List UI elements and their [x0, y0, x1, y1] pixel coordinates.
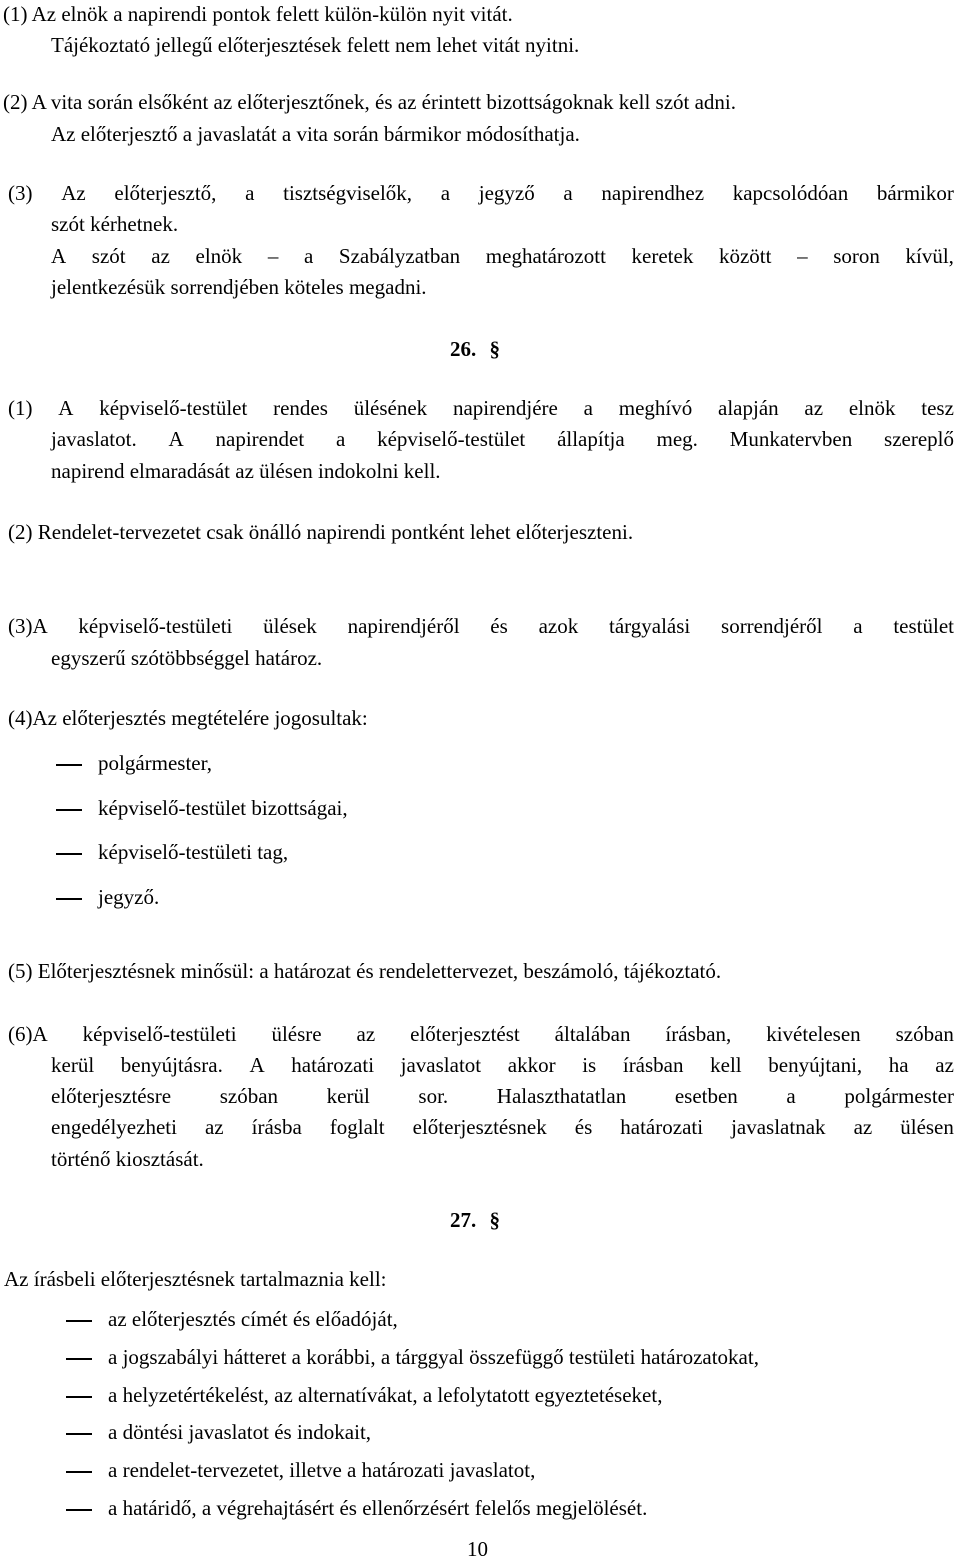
list-dash: [66, 1358, 92, 1360]
word: javaslatot: [400, 1053, 482, 1077]
word: a: [303, 244, 314, 268]
section-27-heading: [450, 1210, 500, 1231]
word: meg.: [656, 427, 698, 451]
word: az: [356, 1022, 376, 1046]
word: napirendet: [215, 427, 305, 451]
word: akkor: [507, 1053, 556, 1077]
p26-3-line1: [8, 616, 954, 637]
word: határozati: [620, 1115, 704, 1139]
word: A: [168, 427, 184, 451]
word: előterjesztést: [410, 1022, 520, 1046]
p3-line2: szót kérhetnek.: [51, 212, 179, 236]
word: képviselő-testületi: [78, 614, 233, 638]
list-item: jegyző.: [98, 885, 160, 909]
word: képviselő-testület: [99, 396, 248, 420]
word: foglalt: [329, 1115, 385, 1139]
word: a: [335, 427, 346, 451]
word: meghatározott: [485, 244, 606, 268]
word: –: [797, 244, 808, 268]
word: ülésének: [353, 396, 428, 420]
list-item: képviselő-testület bizottságai,: [98, 796, 348, 820]
word: sorrendjéről: [721, 614, 823, 638]
word: kerül: [326, 1084, 370, 1108]
word: a: [853, 614, 863, 638]
word: szót: [91, 244, 126, 268]
word: előterjesztő,: [114, 181, 217, 205]
list-item: polgármester,: [98, 751, 213, 775]
word: tisztségviselők,: [283, 181, 413, 205]
section-27-sign: §: [489, 1208, 500, 1232]
word: rendes: [273, 396, 328, 420]
list-item: a rendelet-tervezetet, illetve a határozati javaslatot,: [108, 1458, 536, 1482]
word: A: [51, 244, 67, 268]
word: Szabályzatban: [338, 244, 461, 268]
word: javaslatot.: [51, 427, 137, 451]
word: alapján: [718, 396, 779, 420]
page-number: 10: [467, 1537, 488, 1561]
p3-line4: jelentkezésük sorrendjében köteles megadni.: [51, 275, 427, 299]
list-dash: [56, 853, 82, 855]
list-dash: [56, 809, 82, 811]
p27-intro: Az írásbeli előterjesztésnek tartalmaznia kell:: [4, 1267, 387, 1291]
word: kapcsolódóan: [732, 181, 849, 205]
p1-line1: (1) Az elnök a napirendi pontok felett külön-külön nyit vitát.: [3, 2, 513, 26]
word: engedélyezheti: [51, 1115, 177, 1139]
word: napirendjéről: [347, 614, 460, 638]
word: benyújtásra.: [120, 1053, 223, 1077]
word: (1): [8, 396, 33, 420]
word: elnök: [195, 244, 243, 268]
word: sor.: [418, 1084, 449, 1108]
word: napirendjére: [452, 396, 558, 420]
word: azok: [538, 614, 579, 638]
word: határozati: [291, 1053, 375, 1077]
p26-4-intro: (4)Az előterjesztés megtételére jogosultak:: [8, 706, 368, 730]
word: A: [58, 396, 74, 420]
p1-line2: Tájékoztató jellegű előterjesztések felett nem lehet vitát nyitni.: [51, 33, 580, 57]
p26-2-line1: (2) Rendelet-tervezetet csak önálló napirendi pontként lehet előterjeszteni.: [8, 520, 634, 544]
word: kell: [710, 1053, 742, 1077]
word: a: [583, 396, 593, 420]
p26-3-line2: egyszerű szótöbbséggel határoz.: [51, 646, 323, 670]
word: ha: [888, 1053, 909, 1077]
list-item: az előterjesztés címét és előadóját,: [108, 1307, 398, 1331]
word: elnök: [848, 396, 896, 420]
word: benyújtani,: [768, 1053, 863, 1077]
list-item: képviselő-testületi tag,: [98, 840, 289, 864]
section-27-number: 27.: [450, 1208, 477, 1232]
p26-1-line1: [8, 398, 954, 419]
word: (3)A: [8, 614, 48, 638]
list-item: a döntési javaslatot és indokait,: [108, 1420, 372, 1444]
list-dash: [56, 764, 82, 766]
word: a: [440, 181, 451, 205]
word: A: [249, 1053, 265, 1077]
p2-line1: (2) A vita során elsőként az előterjesztőnek, és az érintett bizottságoknak kell szót adni.: [3, 90, 737, 114]
word: tesz: [921, 396, 954, 420]
p3-line3: [51, 246, 954, 267]
list-dash: [56, 898, 82, 900]
word: (6)A: [8, 1022, 48, 1046]
word: az: [804, 396, 824, 420]
p26-6-line2: [51, 1055, 954, 1076]
word: –: [267, 244, 279, 268]
section-26-sign: §: [489, 337, 500, 361]
word: az: [151, 244, 170, 268]
list-item: a határidő, a végrehajtásért és ellenőrzésért felelős megjelölését.: [108, 1496, 648, 1520]
word: szereplő: [884, 427, 954, 451]
word: (3): [8, 181, 33, 205]
word: napirendhez: [601, 181, 705, 205]
word: jegyző: [478, 181, 535, 205]
word: soron: [833, 244, 880, 268]
p26-6-line3: [51, 1086, 954, 1107]
word: keretek: [631, 244, 694, 268]
word: az: [853, 1115, 873, 1139]
word: kívül,: [905, 244, 954, 268]
p26-1-line2: [51, 429, 954, 450]
word: képviselő-testület: [377, 427, 526, 451]
word: kerül: [51, 1053, 95, 1077]
word: a: [786, 1084, 796, 1108]
word: és: [574, 1115, 593, 1139]
word: Munkatervben: [729, 427, 853, 451]
p26-6-line5: történő kiosztását.: [51, 1147, 204, 1171]
list-dash: [66, 1396, 92, 1398]
list-dash: [66, 1320, 92, 1322]
word: Az: [61, 181, 86, 205]
list-dash: [66, 1471, 92, 1473]
word: előterjesztésnek: [412, 1115, 547, 1139]
word: bármikor: [876, 181, 954, 205]
word: az: [935, 1053, 954, 1077]
word: az: [204, 1115, 224, 1139]
list-item: a helyzetértékelést, az alternatívákat, a lefolytatott egyeztetéseket,: [108, 1383, 663, 1407]
word: írásban: [622, 1053, 684, 1077]
word: állapítja: [557, 427, 625, 451]
p26-5-line1: (5) Előterjesztésnek minősül: a határozat és rendelettervezet, beszámoló, tájékoztató.: [8, 959, 722, 983]
p26-6-line1: [8, 1024, 954, 1045]
word: Halaszthatatlan: [496, 1084, 627, 1108]
list-item: a jogszabályi hátteret a korábbi, a tárggyal összefüggő testületi határozatokat,: [108, 1345, 759, 1369]
word: polgármester: [844, 1084, 954, 1108]
word: ülések: [263, 614, 317, 638]
list-dash: [66, 1433, 92, 1435]
word: testület: [893, 614, 954, 638]
word: kivételesen: [766, 1022, 861, 1046]
word: esetben: [674, 1084, 738, 1108]
word: előterjesztésre: [51, 1084, 172, 1108]
section-26-number: 26.: [450, 337, 477, 361]
word: írásban,: [665, 1022, 732, 1046]
word: a: [245, 181, 255, 205]
word: szóban: [895, 1022, 954, 1046]
word: meghívó: [618, 396, 693, 420]
p3-line1: [8, 183, 954, 204]
word: és: [490, 614, 508, 638]
p26-1-line3: napirend elmaradását az ülésen indokolni kell.: [51, 459, 441, 483]
word: tárgyalási: [608, 614, 691, 638]
word: javaslatnak: [731, 1115, 826, 1139]
word: ülésen: [900, 1115, 954, 1139]
word: képviselő-testületi: [82, 1022, 237, 1046]
word: szóban: [219, 1084, 279, 1108]
word: ülésre: [271, 1022, 322, 1046]
word: írásba: [251, 1115, 302, 1139]
section-26-heading: [450, 339, 500, 360]
word: is: [582, 1053, 597, 1077]
p26-6-line4: [51, 1117, 954, 1138]
word: általában: [554, 1022, 631, 1046]
list-dash: [66, 1509, 92, 1511]
word: a: [563, 181, 573, 205]
p2-line2: Az előterjesztő a javaslatát a vita során bármikor módosíthatja.: [51, 122, 580, 146]
word: között: [718, 244, 772, 268]
